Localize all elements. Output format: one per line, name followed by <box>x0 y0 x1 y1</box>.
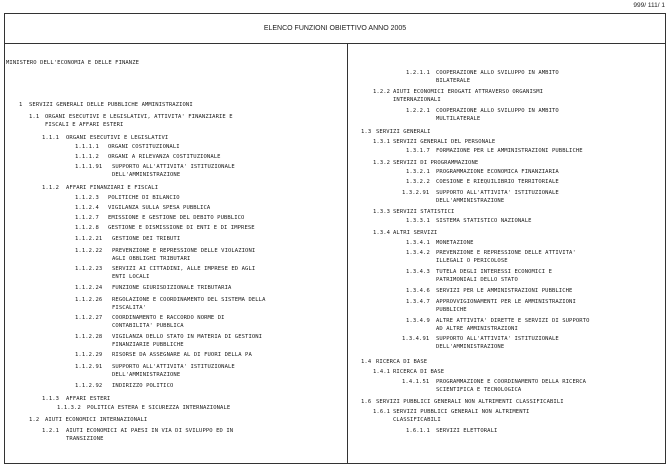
function-code: 1.1.2.27 <box>75 315 103 321</box>
function-description: VIGILANZA SULLA SPESA PUBBLICA <box>108 205 211 211</box>
function-description: AFFARI ESTERI <box>66 396 111 402</box>
function-description: COOPERAZIONE ALLO SVILUPPO IN AMBITO <box>436 108 559 114</box>
function-code: 1.1.2.24 <box>75 285 103 291</box>
function-description-continuation: ENTI LOCALI <box>112 274 150 280</box>
function-code: 1.6.1.1 <box>406 428 430 434</box>
function-code: 1.1 <box>29 114 40 120</box>
function-description-continuation: DELL'AMMINISTRAZIONE <box>112 372 181 378</box>
function-description: PROGRAMMAZIONE ECONOMICA FINANZIARIA <box>436 169 559 175</box>
function-description: SERVIZI GENERALI DELLE PUBBLICHE AMMINISTRAZIONI <box>29 102 193 108</box>
function-description: SISTEMA STATISTICO NAZIONALE <box>436 218 532 224</box>
function-description: GESTIONE E DISMISSIONE DI ENTI E DI IMPRESE <box>108 225 255 231</box>
function-description-continuation: DELL'AMMINISTRAZIONE <box>436 344 505 350</box>
function-description: ORGANI A RILEVANZA COSTITUZIONALE <box>108 154 221 160</box>
function-code: 1.4.1 <box>373 369 391 375</box>
function-description: REGOLAZIONE E COORDINAMENTO DEL SISTEMA DELLA <box>112 297 266 303</box>
function-code: 1.3.2.2 <box>406 179 430 185</box>
function-description: ORGANI COSTITUZIONALI <box>108 144 180 150</box>
document-frame <box>4 13 666 464</box>
function-description: PROGRAMMAZIONE E COORDINAMENTO DELLA RICERCA <box>436 379 587 385</box>
function-description: SUPPORTO ALL'ATTIVITA' ISTITUZIONALE <box>436 190 559 196</box>
function-code: 1.6 <box>361 399 372 405</box>
function-code: 1.1.2.8 <box>75 225 99 231</box>
document-title: ELENCO FUNZIONI OBIETTIVO ANNO 2005 <box>5 14 665 44</box>
function-code: 1.1.2.29 <box>75 352 103 358</box>
function-code: 1.3.4.1 <box>406 240 430 246</box>
function-code: 1.1.2.92 <box>75 383 103 389</box>
function-description: INDIRIZZO POLITICO <box>112 383 174 389</box>
function-code: 1.1.2.23 <box>75 266 103 272</box>
function-code: MINISTERO DELL'ECONOMIA E DELLE FINANZE <box>6 60 140 66</box>
function-description: ORGANI ESECUTIVI E LEGISLATIVI <box>66 135 169 141</box>
function-description: RISORSE DA ASSEGNARE AL DI FUORI DELLA PA <box>112 352 252 358</box>
function-description: TUTELA DEGLI INTERESSI ECONOMICI E <box>436 269 552 275</box>
function-code: 1.2.1.1 <box>406 70 430 76</box>
function-code: 1.1.2.28 <box>75 334 103 340</box>
function-description-continuation: DELL'AMMINISTRAZIONE <box>112 172 181 178</box>
function-code: 1.3.4.7 <box>406 299 430 305</box>
function-code: 1.1.2 <box>42 185 60 191</box>
right-column <box>348 44 665 463</box>
function-description: EMISSIONE E GESTIONE DEL DEBITO PUBBLICO <box>108 215 245 221</box>
function-description: SERVIZI GENERALI DEL PERSONALE <box>393 139 496 145</box>
function-description-continuation: FISCALITA' <box>112 305 147 311</box>
function-code: 1.3.1 <box>373 139 391 145</box>
function-description: AIUTI ECONOMICI INTERNAZIONALI <box>45 417 148 423</box>
function-code: 1.1.1.2 <box>75 154 99 160</box>
function-code: 1 <box>19 102 23 108</box>
function-description: RICERCA DI BASE <box>393 369 445 375</box>
function-description-continuation: SCIENTIFICA E TECNOLOGICA <box>436 387 522 393</box>
function-code: 1.4.1.51 <box>402 379 430 385</box>
function-description: COESIONE E RIEQUILIBRIO TERRITORIALE <box>436 179 559 185</box>
function-description-continuation: PATRIMONIALI DELLO STATO <box>436 277 518 283</box>
function-code: 1.6.1 <box>373 409 391 415</box>
function-code: 1.1.1.91 <box>75 164 103 170</box>
function-code: 1.2.2.1 <box>406 108 430 114</box>
function-code: 1.3.4.2 <box>406 250 430 256</box>
page-number: 999/ 111/ 1 <box>633 2 665 9</box>
function-code: 1.3.3 <box>373 209 391 215</box>
function-description: ALTRI SERVIZI <box>393 230 438 236</box>
function-description-continuation: FINANZIARIE PUBBLICHE <box>112 342 184 348</box>
function-description-continuation: TRANSIZIONE <box>66 436 104 442</box>
function-code: 1.1.2.4 <box>75 205 99 211</box>
function-code: 1.1.2.26 <box>75 297 103 303</box>
function-code: 1.2 <box>29 417 40 423</box>
function-code: 1.3.4.3 <box>406 269 430 275</box>
function-description: SERVIZI PUBBLICI GENERALI NON ALTRIMENTI <box>393 409 530 415</box>
function-description-continuation: FISCALI E AFFARI ESTERI <box>45 122 124 128</box>
function-description: ORGANI ESECUTIVI E LEGISLATIVI, ATTIVITA' FINANZIARIE E <box>45 114 233 120</box>
function-code: 1.3.2 <box>373 160 391 166</box>
function-description-continuation: INTERNAZIONALI <box>393 97 441 103</box>
function-description: SUPPORTO ALL'ATTIVITA' ISTITUZIONALE <box>436 336 559 342</box>
function-description: MONETAZIONE <box>436 240 474 246</box>
function-code: 1.1.1 <box>42 135 60 141</box>
function-code: 1.3.4.9 <box>406 318 430 324</box>
function-description: SUPPORTO ALL'ATTIVITA' ISTITUZIONALE <box>112 364 235 370</box>
function-description: SERVIZI AI CITTADINI, ALLE IMPRESE ED AGLI <box>112 266 256 272</box>
function-description: COORDINAMENTO E RACCORDO NORME DI <box>112 315 225 321</box>
function-code: 1.2.1 <box>42 428 60 434</box>
function-description: APPROVVIGIONAMENTI PER LE AMMINISTRAZIONI <box>436 299 576 305</box>
function-description-continuation: AGLI OBBLIGHI TRIBUTARI <box>112 256 191 262</box>
function-description: FORMAZIONE PER LE AMMINISTRAZIONI PUBBLICHE <box>436 148 583 154</box>
function-description-continuation: MULTILATERALE <box>436 116 481 122</box>
function-code: 1.1.2.7 <box>75 215 99 221</box>
function-description: COOPERAZIONE ALLO SVILUPPO IN AMBITO <box>436 70 559 76</box>
function-description: PREVENZIONE E REPRESSIONE DELLE VIOLAZIONI <box>112 248 256 254</box>
function-description: GESTIONE DEI TRIBUTI <box>112 236 181 242</box>
function-description: SERVIZI STATISTICI <box>393 209 455 215</box>
function-description: SERVIZI PUBBLICI GENERALI NON ALTRIMENTI CLASSIFICABILI <box>376 399 564 405</box>
function-code: 1.1.3.2 <box>57 405 81 411</box>
function-description: ALTRE ATTIVITA' DIRETTE E SERVIZI DI SUPPORTO <box>436 318 590 324</box>
function-code: 1.1.3 <box>42 396 60 402</box>
function-description-continuation: AD ALTRE AMMINISTRAZIONI <box>436 326 518 332</box>
function-code: 1.3.4.6 <box>406 288 430 294</box>
function-code: 1.1.2.22 <box>75 248 103 254</box>
function-code: 1.3 <box>361 129 372 135</box>
function-description: PREVENZIONE E REPRESSIONE DELLE ATTIVITA' <box>436 250 576 256</box>
function-description: SERVIZI PER LE AMMINISTRAZIONI PUBBLICHE <box>436 288 573 294</box>
function-description: POLITICA ESTERA E SICUREZZA INTERNAZIONALE <box>87 405 231 411</box>
function-code: 1.1.2.21 <box>75 236 103 242</box>
function-description: AFFARI FINANZIARI E FISCALI <box>66 185 159 191</box>
function-description: SERVIZI GENERALI <box>376 129 431 135</box>
function-description: SERVIZI ELETTORALI <box>436 428 498 434</box>
function-code: 1.4 <box>361 359 372 365</box>
function-description: RICERCA DI BASE <box>376 359 428 365</box>
function-description: VIGILANZA DELLO STATO IN MATERIA DI GESTIONI <box>112 334 263 340</box>
function-code: 1.3.2.1 <box>406 169 430 175</box>
function-description: POLITICHE DI BILANCIO <box>108 195 180 201</box>
function-code: 1.1.2.3 <box>75 195 99 201</box>
function-description-continuation: DELL'AMMINISTRAZIONE <box>436 198 505 204</box>
function-description-continuation: PUBBLICHE <box>436 307 467 313</box>
function-code: 1.1.2.91 <box>75 364 103 370</box>
function-description: FUNZIONE GIURISDIZIONALE TRIBUTARIA <box>112 285 232 291</box>
function-description-continuation: CONTABILITA' PUBBLICA <box>112 323 184 329</box>
function-description: AIUTI ECONOMICI AI PAESI IN VIA DI SVILUPPO ED IN <box>66 428 234 434</box>
function-code: 1.3.2.91 <box>402 190 430 196</box>
function-code: 1.2.2 <box>373 89 391 95</box>
function-description-continuation: BILATERALE <box>436 78 471 84</box>
function-description-continuation: CLASSIFICABILI <box>393 417 441 423</box>
function-code: 1.3.4.91 <box>402 336 430 342</box>
function-code: 1.3.3.1 <box>406 218 430 224</box>
function-code: 1.3.4 <box>373 230 391 236</box>
function-description: SUPPORTO ALL'ATTIVITA' ISTITUZIONALE <box>112 164 235 170</box>
function-code: 1.3.1.7 <box>406 148 430 154</box>
function-description-continuation: ILLEGALI O PERICOLOSE <box>436 258 508 264</box>
function-code: 1.1.1.1 <box>75 144 99 150</box>
left-column <box>5 44 348 463</box>
function-description: SERVIZI DI PROGRAMMAZIONE <box>393 160 479 166</box>
function-description: AIUTI ECONOMICI EROGATI ATTRAVERSO ORGANISMI <box>393 89 544 95</box>
